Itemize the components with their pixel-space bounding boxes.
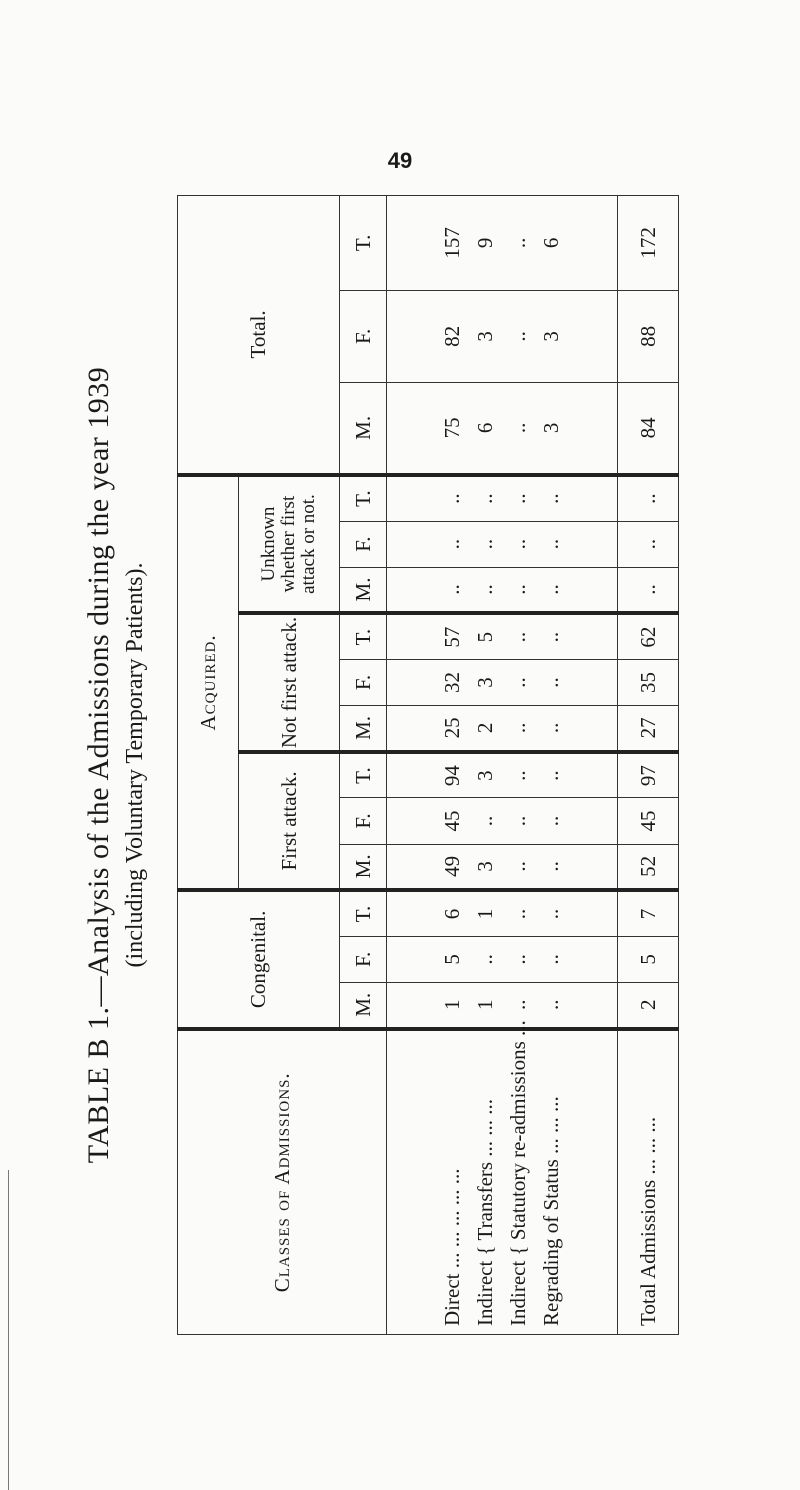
value-cell: 45 [440,810,464,832]
value-cell: .. [506,422,530,434]
value-column [387,936,618,982]
col-t: T. [340,752,387,798]
value-cell: .. [539,861,563,872]
total-cell: 45 [618,798,679,844]
row-label: Regrading of Status ... ... ... [539,1096,563,1326]
total-header: Total. [178,196,340,475]
value-cell: .. [506,493,530,504]
total-cell: 62 [618,613,679,659]
value-cell: 157 [440,227,464,259]
value-column [387,196,618,291]
value-cell: .. [539,999,563,1011]
value-cell: .. [473,493,497,504]
value-cell: .. [506,770,530,781]
value-column [387,475,618,521]
total-cell: 84 [618,382,679,474]
value-cell: .. [506,954,530,965]
value-cell: .. [506,584,530,595]
value-cell: .. [539,815,563,827]
value-cell: 25 [440,717,464,739]
table-subtitle: (including Voluntary Temporary Patients). [122,562,148,968]
value-cell: .. [539,770,563,781]
value-column [387,659,618,705]
value-cell: .. [539,538,563,550]
value-column [387,798,618,844]
total-cell: 52 [618,844,679,890]
value-cell: .. [506,908,530,920]
total-cell: 88 [618,290,679,382]
col-f: F. [340,290,387,382]
col-t: T. [340,613,387,659]
value-column [387,382,618,474]
value-column [387,567,618,613]
rotated-table-page [80,195,660,1335]
col-t: T. [340,475,387,521]
value-cell: 3 [539,422,563,434]
row-labels [387,1020,618,1335]
value-column [387,613,618,659]
total-cell: .. [618,567,679,613]
col-f: F. [340,659,387,705]
value-cell: 2 [473,722,497,734]
value-cell: 6 [473,422,497,434]
value-cell: .. [440,538,464,550]
col-m: M. [340,982,387,1028]
value-cell: .. [473,815,497,827]
col-f: F. [340,798,387,844]
col-f: F. [340,936,387,982]
total-cell: 35 [618,659,679,705]
value-cell: 5 [440,954,464,965]
value-cell: .. [506,538,530,550]
col-m: M. [340,382,387,474]
value-column [387,890,618,936]
value-cell: .. [506,861,530,872]
value-cell: .. [539,493,563,504]
value-column [387,752,618,798]
page-number: 49 [387,148,413,173]
col-f: F. [340,521,387,567]
value-column [387,982,618,1028]
value-cell: .. [506,815,530,827]
value-cell: 32 [440,672,464,694]
col-t: T. [340,890,387,936]
acquired-header: Acquired. [178,475,239,890]
value-cell: 75 [440,417,464,439]
value-cell: .. [473,954,497,965]
margin-rule [8,1170,9,1490]
value-cell: 1 [473,999,497,1011]
row-label: Indirect { Statutory re-admissions ... [506,1020,530,1326]
value-cell: .. [440,584,464,595]
value-cell: .. [506,237,530,249]
value-cell: .. [440,493,464,504]
total-cell: 172 [618,196,679,291]
value-cell: 9 [473,237,497,249]
value-cell: 6 [440,908,464,920]
total-cell: 27 [618,706,679,752]
total-cell: 97 [618,752,679,798]
classes-header: Classes of Admissions. [178,1029,387,1335]
value-cell: .. [506,999,530,1011]
row-label: Indirect { Transfers ... ... ... [473,1098,497,1326]
value-cell: .. [539,954,563,965]
unknown-attack-header: Unknown whether first attack or not. [239,475,340,614]
table-title: TABLE B 1.—Analysis of the Admissions during the year 1939 [82,366,115,1164]
value-cell: .. [539,631,563,643]
value-cell: 3 [473,331,497,342]
total-cell: .. [618,521,679,567]
col-m: M. [340,567,387,613]
total-label: Total Admissions ... ... ... [618,1029,679,1335]
value-cell: .. [539,677,563,688]
value-cell: .. [473,584,497,595]
value-cell: 1 [473,908,497,920]
value-cell: .. [506,631,530,643]
value-cell: 94 [440,765,464,787]
value-cell: .. [506,677,530,688]
col-t: T. [340,196,387,291]
value-cell: .. [506,331,530,342]
row-label: Direct ... ... ... ... ... [440,1168,464,1326]
value-column [387,706,618,752]
value-cell: 6 [539,237,563,249]
value-cell: 82 [440,325,464,347]
value-cell: 57 [440,626,464,648]
value-cell: 3 [473,861,497,872]
value-column [387,844,618,890]
value-cell: .. [539,908,563,920]
col-m: M. [340,706,387,752]
value-cell: 3 [539,331,563,342]
not-first-attack-header: Not first attack. [239,613,340,751]
value-cell: .. [506,722,530,734]
total-cell: 5 [618,936,679,982]
value-cell: .. [539,584,563,595]
value-cell: 49 [440,855,464,877]
col-m: M. [340,844,387,890]
value-cell: .. [473,538,497,550]
first-attack-header: First attack. [239,752,340,890]
value-cell: 1 [440,999,464,1011]
total-cell: .. [618,475,679,521]
value-cell: 3 [473,770,497,781]
value-column [387,521,618,567]
total-cell: 7 [618,890,679,936]
value-cell: .. [539,722,563,734]
admissions-table [177,195,679,1335]
total-cell: 2 [618,982,679,1028]
value-cell: 5 [473,631,497,643]
value-cell: 3 [473,677,497,688]
value-column [387,290,618,382]
congenital-header: Congenital. [178,890,340,1028]
